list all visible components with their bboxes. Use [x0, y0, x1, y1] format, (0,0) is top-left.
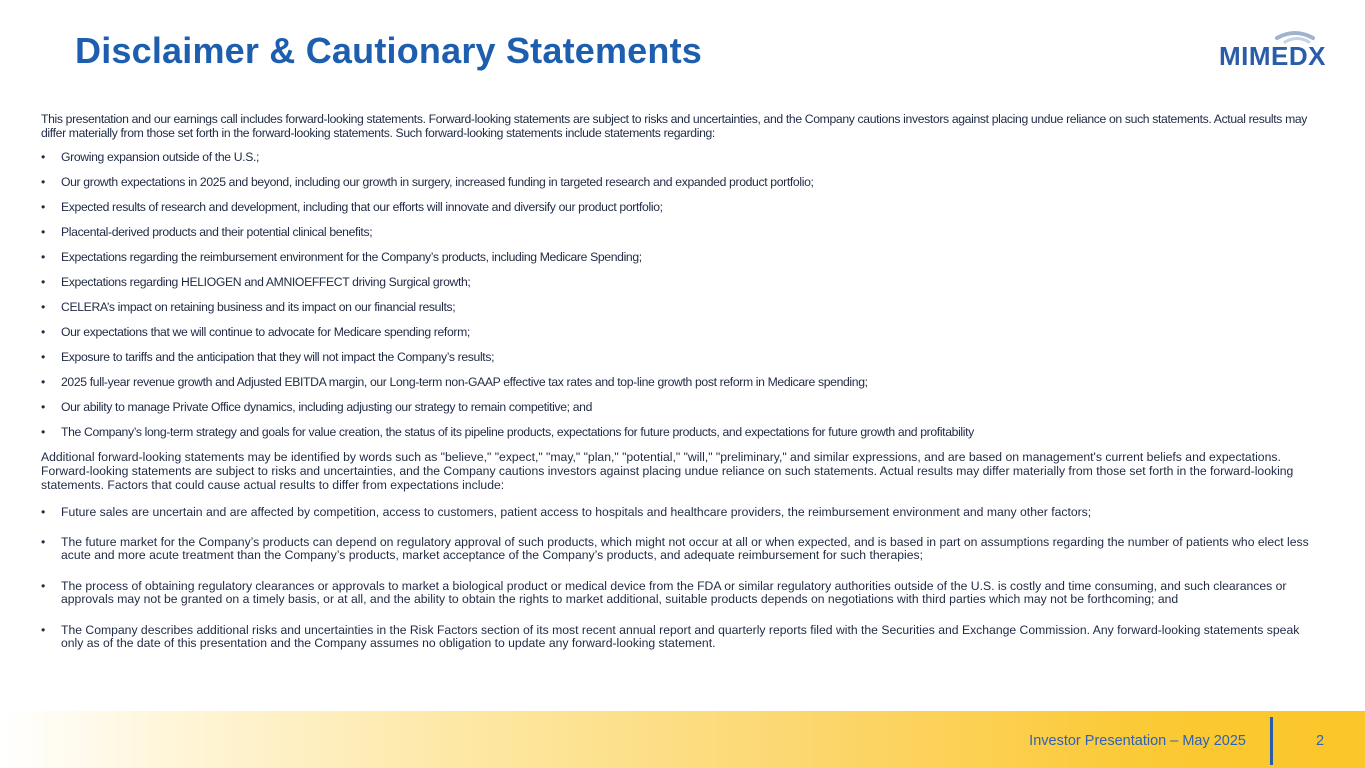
list-item: • CELERA’s impact on retaining business and its impact on our financial results;: [41, 301, 1321, 315]
page-title: Disclaimer & Cautionary Statements: [75, 30, 703, 71]
list-item: • Growing expansion outside of the U.S.;: [41, 151, 1321, 165]
logo-wordmark: MIMEDX: [1219, 41, 1326, 71]
statements-list: [41, 151, 1321, 440]
factors-list: [41, 506, 1321, 651]
list-item: • Our ability to manage Private Office dynamics, including adjusting our strategy to remain competitive; and: [41, 401, 1321, 415]
list-item: • Our growth expectations in 2025 and beyond, including our growth in surgery, increased funding in targeted research and expanded product portfolio;: [41, 176, 1321, 190]
list-item: • 2025 full-year revenue growth and Adjusted EBITDA margin, our Long-term non-GAAP effective tax rates and top-line growth post reform in Medicare spending;: [41, 376, 1321, 390]
list-item: • The Company’s long-term strategy and goals for value creation, the status of its pipeline products, expectations for future products, and expectations for future growth and profitability: [41, 426, 1321, 440]
list-item: • The Company describes additional risks and uncertainties in the Risk Factors section of its most recent annual report and quarterly reports filed with the Securities and Exchange Commission. Any forward-looking statements speak only as of the date of this presentation and the Company assumes no obligation to update any forward-looking statement.: [41, 624, 1321, 651]
intro-paragraph: This presentation and our earnings call includes forward-looking statements. Forward-looking statements are subject to risks and uncertainties, and the Company cautions investors against placing undue reliance on such statements. Actual results may differ materially from those set forth in the forward-looking statements. Such forward-looking statements include statements regarding:: [41, 112, 1308, 140]
list-item: • Our expectations that we will continue to advocate for Medicare spending reform;: [41, 326, 1321, 340]
page-number: 2: [1316, 733, 1325, 749]
list-item: • Exposure to tariffs and the anticipation that they will not impact the Company’s results;: [41, 351, 1321, 365]
additional-paragraph: Additional forward-looking statements may be identified by words such as "believe," "expect," "may," "plan," "potential," "will," "preliminary," and similar expressions, and are based on management's current beliefs and expectations. Forward-looking statements are subject to risks and uncertainties, and the Company cautions investors against placing undue reliance on such statements. Actual results may differ materially from those set forth in the forward-looking statements. Factors that could cause actual results to differ from expectations include:: [41, 450, 1294, 492]
company-logo: [1215, 26, 1333, 74]
list-item: • Expectations regarding HELIOGEN and AMNIOEFFECT driving Surgical growth;: [41, 276, 1321, 290]
list-item: • Placental-derived products and their potential clinical benefits;: [41, 226, 1321, 240]
list-item: • Expectations regarding the reimbursement environment for the Company’s products, including Medicare Spending;: [41, 251, 1321, 265]
footer-bar: [0, 711, 1365, 768]
list-item: • Expected results of research and development, including that our efforts will innovate and diversify our product portfolio;: [41, 201, 1321, 215]
footer-divider: [1270, 717, 1273, 765]
disclaimer-body: [41, 113, 1321, 667]
list-item: • The future market for the Company’s products can depend on regulatory approval of such products, which might not occur at all or when expected, and is based in part on assumptions regarding the number of patients who elect less acute and more acute treatment than the Company’s products, market acceptance of the Company’s products, and adequate reimbursement for such therapies;: [41, 536, 1321, 563]
list-item: • Future sales are uncertain and are affected by competition, access to customers, patient access to hospitals and healthcare providers, the reimbursement environment and many other factors;: [41, 506, 1321, 520]
footer-label: Investor Presentation – May 2025: [1029, 733, 1246, 749]
list-item: • The process of obtaining regulatory clearances or approvals to market a biological product or medical device from the FDA or similar regulatory authorities outside of the U.S. is costly and time consuming, and such clearances or approvals may not be granted on a timely basis, or at all, and the ability to obtain the rights to market additional, suitable products depends on negotiations with third parties which may not be forthcoming; and: [41, 580, 1321, 607]
